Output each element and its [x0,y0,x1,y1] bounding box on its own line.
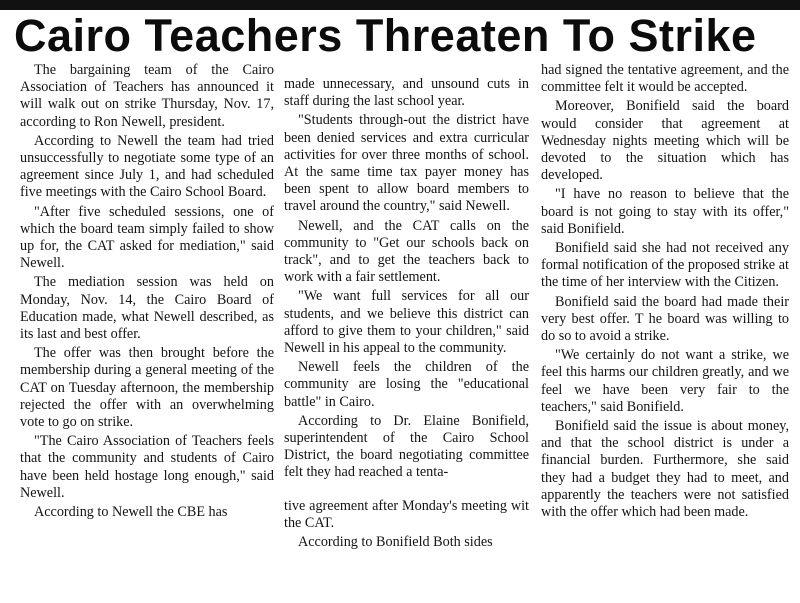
top-rule [0,0,800,10]
paragraph: The offer was then brought before the membership during a general meeting of the CAT on Tuesday afternoon, the membership rejected the offer with an overwhelming vote to go on strike. [20,345,274,431]
article-column-1 [20,62,274,523]
paragraph: Moreover, Bonifield said the board would consider that agreement at Wednesday nights meeting which will be devoted to the situation which has developed. [541,98,789,184]
paragraph: The mediation session was held on Monday, Nov. 14, the Cairo Board of Education made, what Newell described, as its last and best offer. [20,274,274,343]
paragraph: "Students through-out the district have been denied services and extra curricular activities for over three months of school. At the same time tax payer money has been spent to allow board members to travel around the country," said Newell. [284,112,529,215]
column-gap [284,484,529,498]
paragraph: According to Newell the team had tried unsuccessfully to negotiate some type of an agreement since July 1, and had scheduled five meetings with the Cairo School Board. [20,132,274,201]
article-column-3 [541,62,789,523]
paragraph: "We want full services for all our students, and we believe this district can afford to give them to your children," said Newell in his appeal to the community. [284,288,529,357]
paragraph: "I have no reason to believe that the board is not going to stay with its offer," said Bonifield. [541,186,789,237]
paragraph: Bonifield said the board had made their very best offer. T he board was willing to do so to avoid a strike. [541,293,789,345]
paragraph: Newell, and the CAT calls on the community to "Get our schools back on track", and to get the teachers back to work with a fair settlement. [284,217,529,286]
paragraph: "After five scheduled sessions, one of which the board team simply failed to show up for, the CAT asked for mediation," said Newell. [20,203,274,272]
paragraph: Bonifield said the issue is about money, and that the school district is under a financial burden. Furthermore, she said they had a budget they had to meet, and apparently the teachers were not satisfied with the offer which had been made. [541,418,789,521]
paragraph: Newell feels the children of the community are losing the "educational battle" in Cairo. [284,359,529,410]
paragraph: "We certainly do not want a strike, we feel this harms our children greatly, and we feel we have been very fair to the teachers," said Bonifield. [541,347,789,415]
paragraph: According to Bonifield Both sides [298,534,493,551]
paragraph: had signed the tentative agreement, and the committee felt it would be accepted. [541,62,789,96]
paragraph: The bargaining team of the Cairo Association of Teachers has announced it will walk out on strike Thursday, Nov. 17, according to Ron Newell, president. [20,62,274,130]
paragraph: According to Newell the CBE has [34,504,228,521]
paragraph: Bonifield said she had not received any formal notification of the proposed strike at the time of her interview with the Citizen. [541,240,789,291]
headline: Cairo Teachers Threaten To Strike [14,10,757,61]
article-column-2 [284,76,529,553]
paragraph: "The Cairo Association of Teachers feels that the community and students of Cairo have been held hostage long enough," said Newell. [20,433,274,501]
paragraph: According to Dr. Elaine Bonifield, superintendent of the Cairo School District, the board negotiating committee felt they had reached a tenta- [284,412,529,481]
paragraph: made unnecessary, and unsound cuts in staff during the last school year. [284,76,529,110]
paragraph: tive agreement after Monday's meeting wit the CAT. [284,497,529,531]
